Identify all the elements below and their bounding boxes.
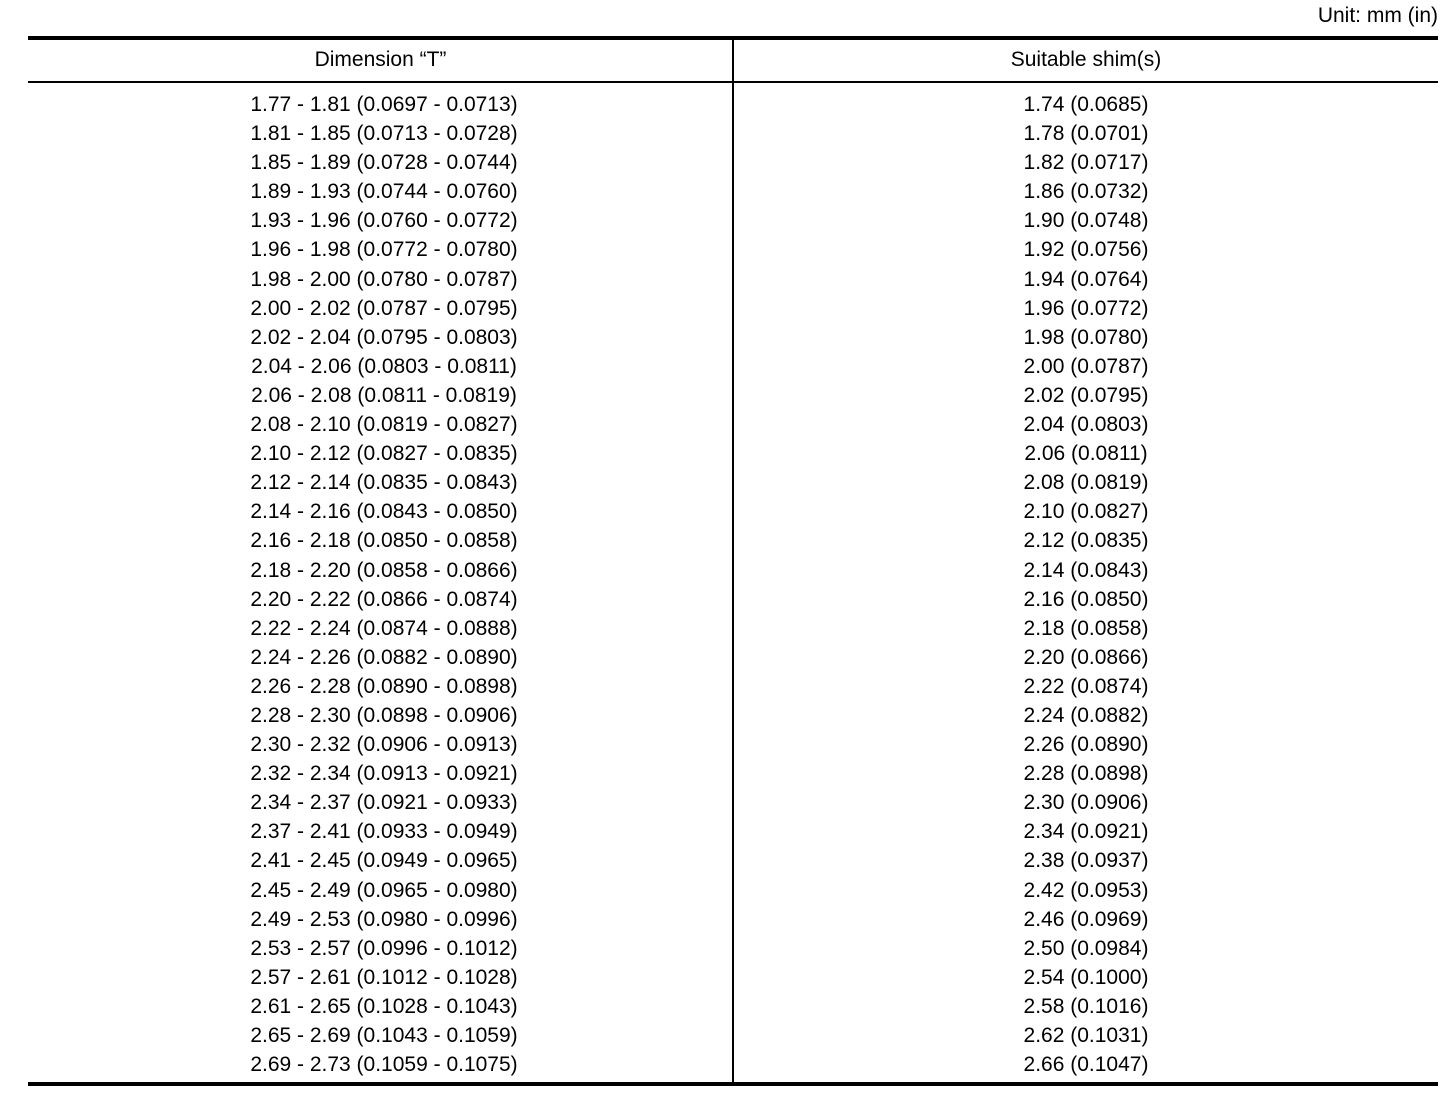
table-row xyxy=(28,643,1438,672)
suitable-shim-cell: 2.38 (0.0937) xyxy=(1023,849,1149,873)
suitable-shim-cell: 2.42 (0.0953) xyxy=(1023,878,1149,902)
dimension-t-cell: 1.77 - 1.81 (0.0697 - 0.0713) xyxy=(250,93,518,116)
suitable-shim-cell: 2.66 (0.1047) xyxy=(1023,1053,1149,1077)
dimension-t-cell: 2.00 - 2.02 (0.0787 - 0.0795) xyxy=(250,296,518,320)
header-suitable-shims: Suitable shim(s) xyxy=(1010,48,1162,71)
dimension-t-cell: 2.04 - 2.06 (0.0803 - 0.0811) xyxy=(251,354,517,378)
table-row xyxy=(28,1050,1438,1079)
table-row xyxy=(28,468,1438,497)
table-row xyxy=(28,439,1438,468)
table-row xyxy=(28,119,1438,148)
dimension-t-cell: 2.06 - 2.08 (0.0811 - 0.0819) xyxy=(251,383,517,407)
suitable-shim-cell: 1.74 (0.0685) xyxy=(1023,93,1149,116)
table-row xyxy=(28,701,1438,730)
table-row xyxy=(28,497,1438,526)
dimension-t-cell: 2.34 - 2.37 (0.0921 - 0.0933) xyxy=(250,791,518,815)
suitable-shim-cell: 2.46 (0.0969) xyxy=(1023,907,1149,931)
dimension-t-cell: 1.93 - 1.96 (0.0760 - 0.0772) xyxy=(250,209,518,233)
suitable-shim-cell: 2.20 (0.0866) xyxy=(1023,645,1149,669)
dimension-t-cell: 2.08 - 2.10 (0.0819 - 0.0827) xyxy=(250,413,518,437)
suitable-shim-cell: 2.50 (0.0984) xyxy=(1023,936,1149,960)
dimension-t-cell: 2.69 - 2.73 (0.1059 - 0.1075) xyxy=(250,1053,518,1077)
dimension-t-cell: 2.12 - 2.14 (0.0835 - 0.0843) xyxy=(250,471,518,495)
table-row xyxy=(28,410,1438,439)
table-row xyxy=(28,352,1438,381)
table-row xyxy=(28,817,1438,846)
table-row xyxy=(28,730,1438,759)
table-row xyxy=(28,294,1438,323)
suitable-shim-cell: 2.30 (0.0906) xyxy=(1023,791,1149,815)
dimension-t-cell: 2.24 - 2.26 (0.0882 - 0.0890) xyxy=(250,645,518,669)
table-row xyxy=(28,846,1438,875)
suitable-shim-cell: 2.12 (0.0835) xyxy=(1023,529,1149,553)
suitable-shim-cell: 2.62 (0.1031) xyxy=(1023,1024,1149,1047)
table-row xyxy=(28,90,1438,119)
header-dimension-t: Dimension “T” xyxy=(314,48,447,71)
dimension-t-cell: 1.98 - 2.00 (0.0780 - 0.0787) xyxy=(250,267,518,291)
dimension-t-cell: 2.53 - 2.57 (0.0996 - 0.1012) xyxy=(250,936,518,960)
table-row xyxy=(28,177,1438,206)
dimension-t-cell: 2.22 - 2.24 (0.0874 - 0.0888) xyxy=(250,616,518,640)
dimension-t-cell: 2.28 - 2.30 (0.0898 - 0.0906) xyxy=(250,703,518,727)
dimension-t-cell: 2.41 - 2.45 (0.0949 - 0.0965) xyxy=(250,849,518,873)
table-row xyxy=(28,265,1438,294)
table-row xyxy=(28,992,1438,1021)
dimension-t-cell: 2.10 - 2.12 (0.0827 - 0.0835) xyxy=(250,442,518,466)
dimension-t-cell: 2.45 - 2.49 (0.0965 - 0.0980) xyxy=(250,878,518,902)
table-row xyxy=(28,235,1438,264)
suitable-shim-cell: 2.28 (0.0898) xyxy=(1023,762,1149,786)
suitable-shim-cell: 2.04 (0.0803) xyxy=(1023,413,1149,437)
suitable-shim-cell: 1.78 (0.0701) xyxy=(1023,122,1149,146)
table-row xyxy=(28,934,1438,963)
dimension-t-cell: 2.02 - 2.04 (0.0795 - 0.0803) xyxy=(250,325,518,349)
suitable-shim-cell: 2.02 (0.0795) xyxy=(1023,383,1149,407)
table-row xyxy=(28,148,1438,177)
table-row xyxy=(28,614,1438,643)
dimension-t-cell: 2.49 - 2.53 (0.0980 - 0.0996) xyxy=(250,907,518,931)
dimension-t-cell: 1.85 - 1.89 (0.0728 - 0.0744) xyxy=(250,151,518,175)
suitable-shim-cell: 2.08 (0.0819) xyxy=(1023,471,1149,495)
table-row xyxy=(28,905,1438,934)
table-row xyxy=(28,788,1438,817)
suitable-shim-cell: 2.34 (0.0921) xyxy=(1023,820,1149,844)
dimension-t-cell: 1.89 - 1.93 (0.0744 - 0.0760) xyxy=(250,180,518,204)
dimension-t-cell: 2.37 - 2.41 (0.0933 - 0.0949) xyxy=(250,820,518,844)
table-row xyxy=(28,672,1438,701)
suitable-shim-cell: 2.00 (0.0787) xyxy=(1023,354,1149,378)
table-row xyxy=(28,323,1438,352)
suitable-shim-cell: 2.18 (0.0858) xyxy=(1023,616,1149,640)
suitable-shim-cell: 2.58 (0.1016) xyxy=(1023,994,1149,1018)
suitable-shim-cell: 1.92 (0.0756) xyxy=(1023,238,1149,262)
dimension-t-cell: 2.20 - 2.22 (0.0866 - 0.0874) xyxy=(250,587,518,611)
dimension-t-cell: 2.65 - 2.69 (0.1043 - 0.1059) xyxy=(250,1024,518,1047)
suitable-shim-cell: 1.98 (0.0780) xyxy=(1023,325,1149,349)
suitable-shim-cell: 2.54 (0.1000) xyxy=(1023,965,1149,989)
shim-selection-table xyxy=(28,36,1438,1086)
dimension-t-cell: 1.96 - 1.98 (0.0772 - 0.0780) xyxy=(250,238,518,262)
table-row xyxy=(28,526,1438,555)
table-row xyxy=(28,585,1438,614)
dimension-t-cell: 2.30 - 2.32 (0.0906 - 0.0913) xyxy=(250,733,518,757)
table-body xyxy=(28,90,1438,1079)
dimension-t-cell: 2.57 - 2.61 (0.1012 - 0.1028) xyxy=(250,965,518,989)
table-row xyxy=(28,556,1438,585)
suitable-shim-cell: 2.10 (0.0827) xyxy=(1023,500,1149,524)
suitable-shim-cell: 1.90 (0.0748) xyxy=(1023,209,1149,233)
dimension-t-cell: 2.61 - 2.65 (0.1028 - 0.1043) xyxy=(250,994,518,1018)
table-row xyxy=(28,963,1438,992)
table-row xyxy=(28,876,1438,905)
suitable-shim-cell: 1.94 (0.0764) xyxy=(1023,267,1149,291)
unit-label: Unit: mm (in) xyxy=(1317,4,1438,27)
suitable-shim-cell: 1.86 (0.0732) xyxy=(1023,180,1149,204)
table-header xyxy=(28,40,1438,83)
dimension-t-cell: 2.14 - 2.16 (0.0843 - 0.0850) xyxy=(250,500,518,524)
table-row xyxy=(28,381,1438,410)
suitable-shim-cell: 1.82 (0.0717) xyxy=(1023,151,1149,175)
suitable-shim-cell: 2.06 (0.0811) xyxy=(1024,442,1148,466)
dimension-t-cell: 1.81 - 1.85 (0.0713 - 0.0728) xyxy=(250,122,518,146)
table-row xyxy=(28,1021,1438,1050)
suitable-shim-cell: 2.24 (0.0882) xyxy=(1023,703,1149,727)
suitable-shim-cell: 2.14 (0.0843) xyxy=(1023,558,1149,582)
table-row xyxy=(28,206,1438,235)
table-row xyxy=(28,759,1438,788)
suitable-shim-cell: 2.16 (0.0850) xyxy=(1023,587,1149,611)
dimension-t-cell: 2.26 - 2.28 (0.0890 - 0.0898) xyxy=(250,674,518,698)
dimension-t-cell: 2.16 - 2.18 (0.0850 - 0.0858) xyxy=(250,529,518,553)
suitable-shim-cell: 2.26 (0.0890) xyxy=(1023,733,1149,757)
dimension-t-cell: 2.32 - 2.34 (0.0913 - 0.0921) xyxy=(250,762,518,786)
dimension-t-cell: 2.18 - 2.20 (0.0858 - 0.0866) xyxy=(250,558,518,582)
suitable-shim-cell: 1.96 (0.0772) xyxy=(1023,296,1149,320)
suitable-shim-cell: 2.22 (0.0874) xyxy=(1023,674,1149,698)
